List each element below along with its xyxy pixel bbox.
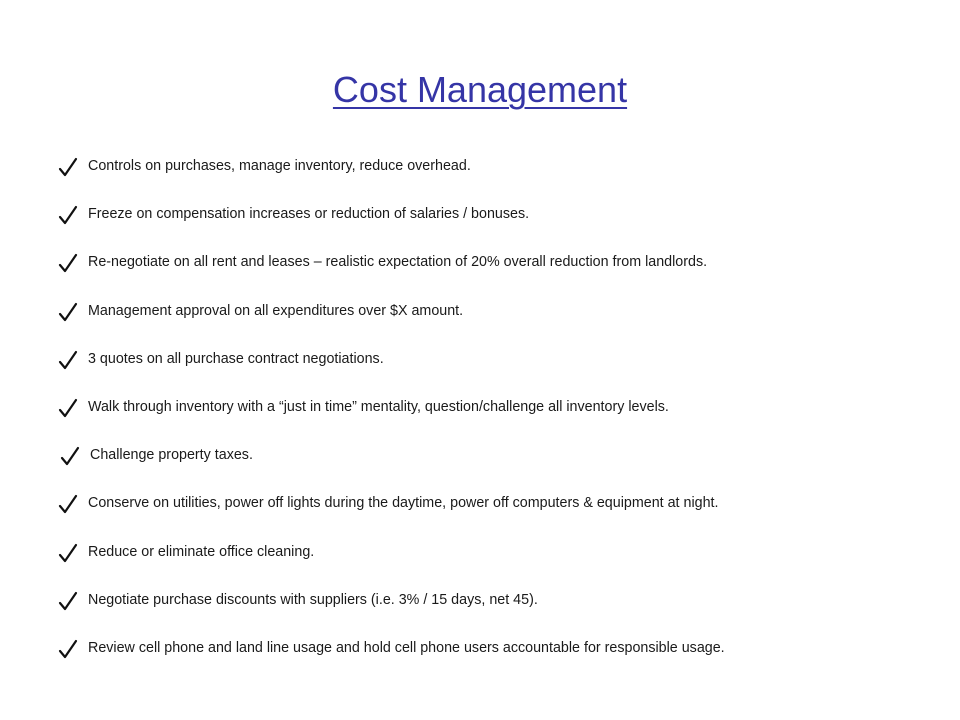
bullet-text: Review cell phone and land line usage and hold cell phone users accountable for responsible usage. [88, 639, 725, 656]
list-item [58, 397, 938, 445]
check-mark-icon [58, 542, 78, 564]
bullet-text: 3 quotes on all purchase contract negotiations. [88, 350, 384, 367]
bullet-text: Re-negotiate on all rent and leases – realistic expectation of 20% overall reduction from landlords. [88, 254, 708, 271]
check-mark-icon [58, 252, 78, 274]
bullet-text: Freeze on compensation increases or reduction of salaries / bonuses. [88, 206, 530, 223]
slide-title: Cost Management [332, 69, 628, 110]
check-mark-icon [58, 493, 78, 515]
check-mark-icon [58, 301, 78, 323]
list-item [58, 156, 938, 204]
check-mark-icon [58, 349, 78, 371]
check-mark-icon [58, 156, 78, 178]
list-item [58, 542, 938, 590]
bullet-text: Conserve on utilities, power off lights during the daytime, power off computers & equipment at night. [88, 495, 719, 512]
bullet-text: Challenge property taxes. [90, 447, 253, 464]
bullet-text: Reduce or eliminate office cleaning. [88, 543, 315, 560]
check-mark-icon [58, 590, 78, 612]
bullet-text: Management approval on all expenditures over $X amount. [88, 302, 464, 319]
list-item [58, 445, 938, 493]
bullet-list [58, 156, 938, 686]
list-item [58, 493, 938, 541]
bullet-text: Controls on purchases, manage inventory, reduce overhead. [88, 158, 471, 174]
list-item [58, 590, 938, 638]
check-mark-icon [58, 638, 78, 660]
check-mark-icon [60, 445, 80, 467]
check-mark-icon [58, 204, 78, 226]
list-item [58, 301, 938, 349]
check-mark-icon [58, 397, 78, 419]
list-item [58, 349, 938, 397]
list-item [58, 638, 938, 686]
list-item [58, 204, 938, 252]
bullet-text: Negotiate purchase discounts with suppliers (i.e. 3% / 15 days, net 45). [88, 591, 538, 608]
list-item [58, 252, 938, 300]
bullet-text: Walk through inventory with a “just in time” mentality, question/challenge all inventory levels. [88, 398, 669, 415]
